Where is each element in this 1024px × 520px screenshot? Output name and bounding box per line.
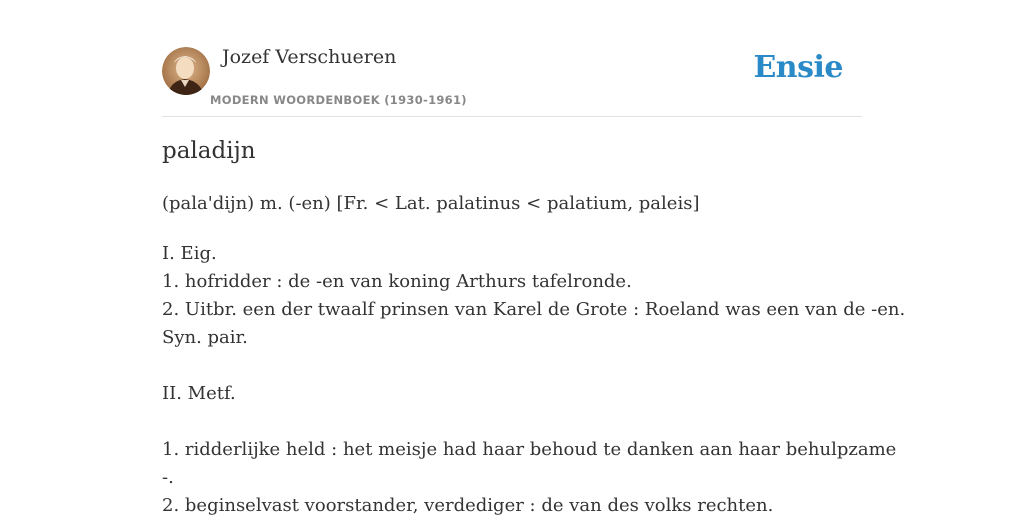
author-name[interactable]: Jozef Verschueren bbox=[222, 46, 397, 68]
entry-title: paladijn bbox=[162, 138, 256, 164]
definition-line: 2. beginselvast voorstander, verdediger : de van des volks rechten. bbox=[162, 495, 774, 516]
definition-line: I. Eig. bbox=[162, 243, 217, 264]
entry-definition bbox=[162, 240, 906, 520]
definition-line: 1. hofridder : de -en van koning Arthurs tafelronde. bbox=[162, 271, 632, 292]
definition-line: 2. Uitbr. een der twaalf prinsen van Karel de Grote : Roeland was een van de -en. bbox=[162, 299, 906, 320]
definition-line: II. Metf. bbox=[162, 383, 236, 404]
definition-line: -. bbox=[162, 467, 174, 488]
definition-line bbox=[162, 408, 862, 436]
source-label[interactable]: MODERN WOORDENBOEK (1930-1961) bbox=[210, 93, 467, 107]
header bbox=[162, 0, 862, 117]
author-avatar[interactable] bbox=[162, 47, 210, 95]
definition-line: 1. ridderlijke held : het meisje had haar behoud te danken aan haar behulpzame bbox=[162, 439, 897, 460]
page-container bbox=[162, 0, 906, 516]
definition-line: Syn. pair. bbox=[162, 327, 248, 348]
avatar-portrait-icon bbox=[162, 47, 210, 95]
ensie-logo[interactable]: Ensie bbox=[753, 50, 843, 85]
definition-line bbox=[162, 352, 862, 380]
entry-etymology: (pala'dijn) m. (-en) [Fr. < Lat. palatinus < palatium, paleis] bbox=[162, 193, 700, 214]
